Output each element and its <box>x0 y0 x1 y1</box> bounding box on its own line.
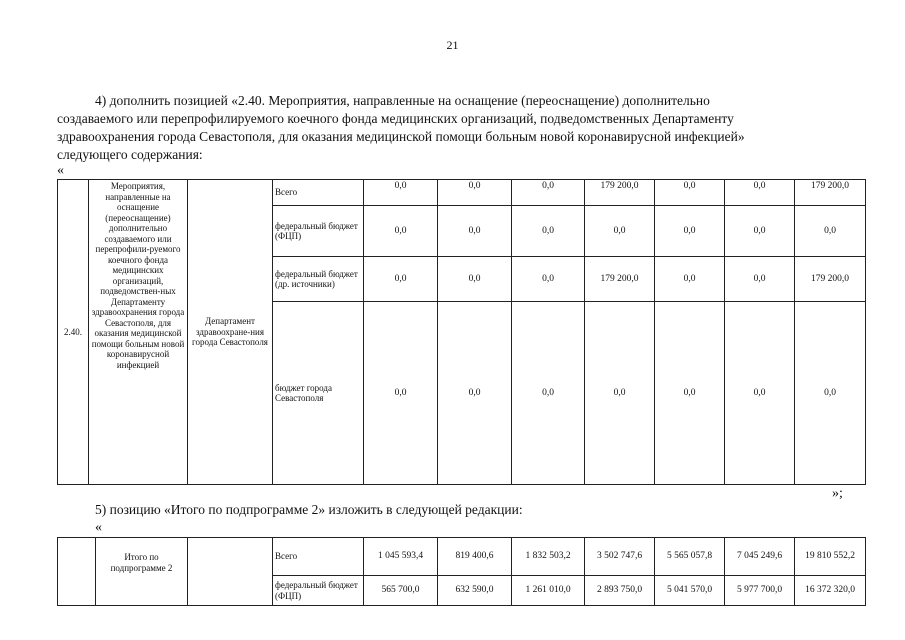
value-cell: 0,0 <box>585 302 655 485</box>
value-cell: 632 590,0 <box>438 576 512 606</box>
paragraph-4-line-4: следующего содержания: <box>57 147 203 162</box>
value-cell: 16 372 320,0 <box>795 576 866 606</box>
funding-source: федеральный бюджет (ФЦП) <box>273 576 364 606</box>
value-cell: 0,0 <box>655 257 725 302</box>
value-cell: 1 045 593,4 <box>364 538 438 576</box>
value-cell: 0,0 <box>364 257 438 302</box>
open-quote-2: « <box>95 520 102 535</box>
total-label: Итого по подпрограмме 2 <box>96 538 188 606</box>
paragraph-4-line-3: здравоохранения города Севастополя, для оказания медицинской помощи больным новой коронавирусной инфекцией» <box>57 129 745 144</box>
value-cell: 0,0 <box>438 206 512 257</box>
value-cell: 179 200,0 <box>585 180 655 206</box>
empty-cell <box>188 538 273 606</box>
value-cell: 0,0 <box>512 206 585 257</box>
value-cell: 5 977 700,0 <box>725 576 795 606</box>
value-cell: 0,0 <box>512 302 585 485</box>
table-row <box>58 538 866 576</box>
funding-source: федеральный бюджет (ФЦП) <box>273 206 364 257</box>
value-cell: 1 832 503,2 <box>512 538 585 576</box>
value-cell: 0,0 <box>512 180 585 206</box>
funding-source: Всего <box>273 538 364 576</box>
funding-source: федеральный бюджет (др. источники) <box>273 257 364 302</box>
position-number: 2.40. <box>58 180 89 485</box>
value-cell: 7 045 249,6 <box>725 538 795 576</box>
measure-description: Мероприятия, направленные на оснащение (переоснащение) дополнительно создаваемого или перепрофили-руемого коечного фонда медицинских организаций, подведомствен-ных Департаменту здравоохранения города Севастополя, для оказания медицинской помощи больным новой коронавирусной инфекцией <box>89 180 188 485</box>
paragraph-4 <box>57 92 849 164</box>
value-cell: 0,0 <box>795 302 866 485</box>
value-cell: 0,0 <box>655 302 725 485</box>
funding-source: бюджет города Севастополя <box>273 302 364 485</box>
value-cell: 2 893 750,0 <box>585 576 655 606</box>
value-cell: 0,0 <box>725 302 795 485</box>
value-cell: 0,0 <box>585 206 655 257</box>
value-cell: 0,0 <box>364 206 438 257</box>
funding-source: Всего <box>273 180 364 206</box>
empty-cell <box>58 538 96 606</box>
value-cell: 0,0 <box>725 257 795 302</box>
value-cell: 0,0 <box>438 180 512 206</box>
value-cell: 5 565 057,8 <box>655 538 725 576</box>
value-cell: 179 200,0 <box>795 180 866 206</box>
paragraph-4-line-1: 4) дополнить позицией «2.40. Мероприятия, направленные на оснащение (переоснащение) дополнительно <box>95 93 710 108</box>
paragraph-4-line-2: создаваемого или перепрофилируемого коечного фонда медицинских организаций, подведомственных Департаменту <box>57 111 734 126</box>
value-cell: 0,0 <box>655 206 725 257</box>
page-number: 21 <box>446 38 459 52</box>
value-cell: 3 502 747,6 <box>585 538 655 576</box>
value-cell: 0,0 <box>364 302 438 485</box>
value-cell: 179 200,0 <box>795 257 866 302</box>
open-quote-1: « <box>57 163 64 178</box>
value-cell: 179 200,0 <box>585 257 655 302</box>
position-2-40-table <box>57 179 866 485</box>
paragraph-5: 5) позицию «Итого по подпрограмме 2» изложить в следующей редакции: <box>95 502 523 517</box>
value-cell: 0,0 <box>512 257 585 302</box>
close-quote-1: »; <box>832 486 843 501</box>
value-cell: 565 700,0 <box>364 576 438 606</box>
value-cell: 819 400,6 <box>438 538 512 576</box>
value-cell: 0,0 <box>795 206 866 257</box>
value-cell: 0,0 <box>725 206 795 257</box>
subprogram-2-total-table <box>57 537 866 606</box>
value-cell: 0,0 <box>438 302 512 485</box>
value-cell: 0,0 <box>364 180 438 206</box>
value-cell: 5 041 570,0 <box>655 576 725 606</box>
table-row <box>58 180 866 206</box>
value-cell: 1 261 010,0 <box>512 576 585 606</box>
value-cell: 0,0 <box>655 180 725 206</box>
executor: Департамент здравоохране-ния города Севастополя <box>188 180 273 485</box>
value-cell: 19 810 552,2 <box>795 538 866 576</box>
value-cell: 0,0 <box>725 180 795 206</box>
value-cell: 0,0 <box>438 257 512 302</box>
